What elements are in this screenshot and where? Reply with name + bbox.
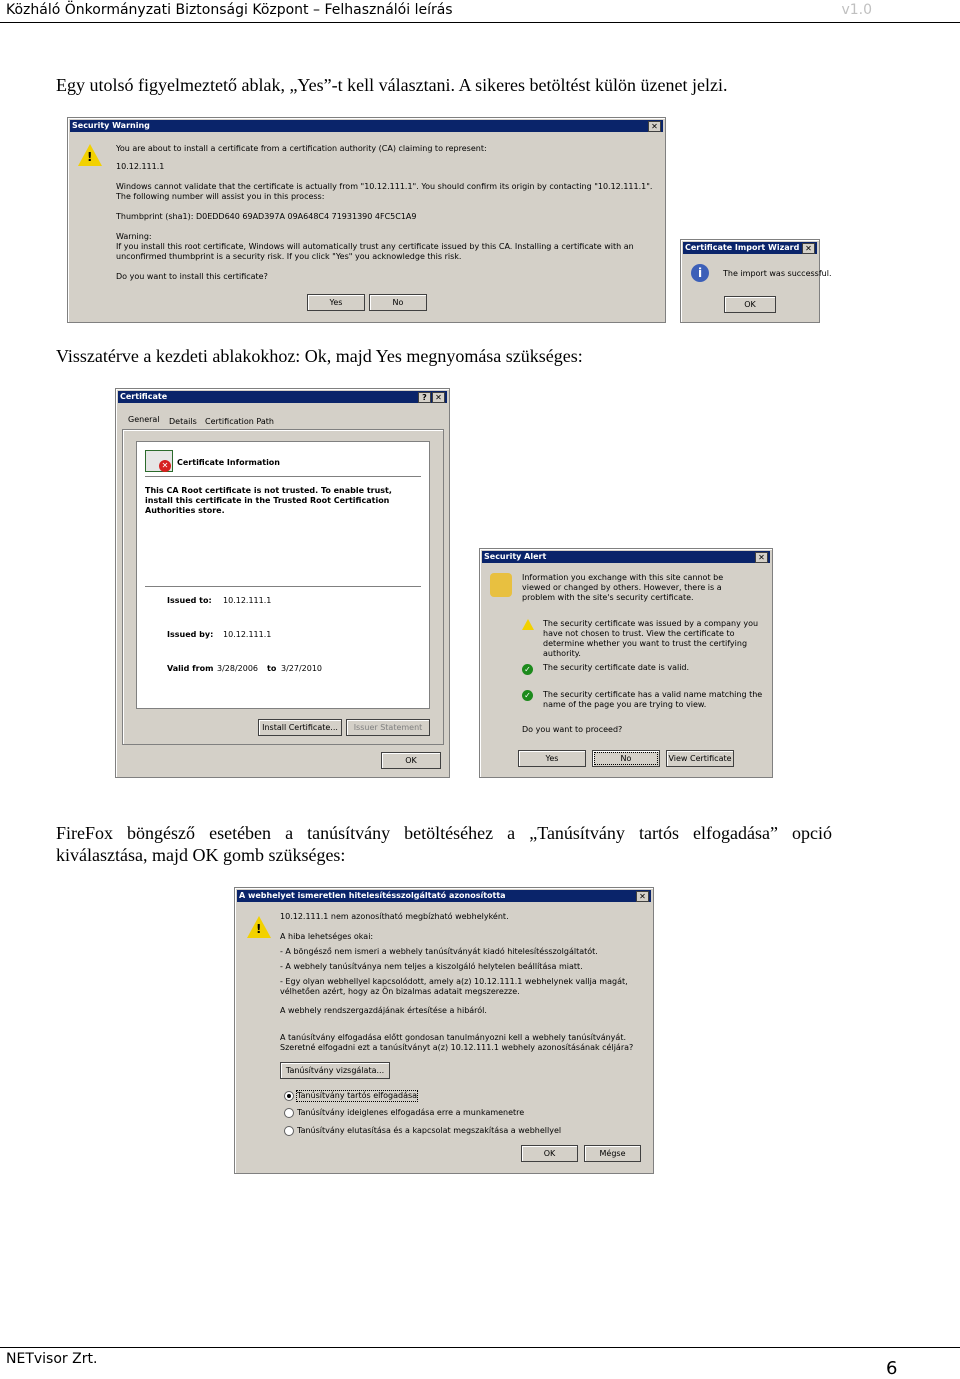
dialog-title: Security Alert: [484, 552, 547, 561]
ok-button[interactable]: OK: [381, 752, 441, 769]
issued-to-value: 10.12.111.1: [223, 596, 272, 605]
warning-icon: [522, 619, 534, 630]
radio-accept-temporarily[interactable]: [284, 1108, 294, 1118]
ff-line-7: A tanúsítvány elfogadása előtt gondosan tanulmányozni kell a webhely tanúsítványát. Szeretné elfogadni ezt a tanúsítványt a(z) 10.12.111.1 webhely azonosításának céljára?: [280, 1033, 634, 1052]
import-wizard-dialog: [680, 239, 832, 323]
divider: [145, 476, 421, 478]
tab-general[interactable]: General: [128, 415, 160, 424]
yes-button[interactable]: Yes: [307, 294, 365, 311]
ok-button[interactable]: OK: [521, 1145, 578, 1162]
no-button[interactable]: No: [369, 294, 427, 311]
dialog-title: A webhelyet ismeretlen hitelesítésszolgáltató azonosította: [239, 891, 506, 900]
ff-line-3: - A böngésző nem ismeri a webhely tanúsítványát kiadó hitelesítésszolgáltatót.: [280, 947, 598, 956]
certificate-dialog: [115, 388, 450, 778]
alert-question: Do you want to proceed?: [522, 725, 623, 734]
header-title: Közháló Önkormányzati Biztonsági Központ – Felhasználói leírás: [6, 2, 453, 18]
opt-accept-temporarily-label[interactable]: Tanúsítvány ideiglenes elfogadása erre a munkamenetre: [297, 1108, 525, 1117]
radio-accept-permanently[interactable]: [284, 1091, 294, 1101]
examine-certificate-button[interactable]: Tanúsítvány vizsgálata...: [280, 1062, 390, 1079]
import-wizard-titlebar: [683, 242, 817, 254]
certificate-titlebar: [118, 391, 447, 403]
security-warning-dialog: [67, 117, 666, 323]
security-warning-titlebar: [70, 120, 663, 132]
firefox-dialog-titlebar: [237, 890, 651, 902]
issued-to-label: Issued to:: [167, 596, 212, 605]
cancel-button[interactable]: Mégse: [584, 1145, 641, 1162]
alert-item-1: The security certificate was issued by a company you have not chosen to trust. View the certificate to determine whether you want to trust the certifying authority.: [543, 619, 759, 658]
warning-icon-mark: !: [87, 150, 93, 164]
ff-line-4: - A webhely tanúsítványa nem teljes a kiszolgáló helytelen beállítása miatt.: [280, 962, 583, 971]
dialog-title: Certificate: [120, 392, 168, 401]
alert-item-3: The security certificate has a valid name matching the name of the page you are trying to view.: [543, 690, 763, 709]
valid-to-value: 3/27/2010: [281, 664, 323, 673]
warning-line-1: You are about to install a certificate from a certification authority (CA) claiming to represent:: [116, 144, 487, 153]
ff-line-1: 10.12.111.1 nem azonosítható megbízható webhelyként.: [280, 912, 509, 921]
help-icon[interactable]: ?: [418, 392, 431, 403]
lock-icon: [490, 573, 512, 597]
yes-button[interactable]: Yes: [518, 750, 586, 767]
valid-to-label: to: [267, 664, 277, 673]
warning-line-6: If you install this root certificate, Windows will automatically trust any certificate issued by this CA. Installing a certificate with an unconfirmed thumbprint is a security risk. If you click "Yes" you acknowledge this risk.: [116, 242, 634, 261]
cert-info-panel: [136, 441, 430, 709]
ok-button[interactable]: OK: [724, 296, 776, 313]
warning-line-2: 10.12.111.1: [116, 162, 165, 171]
view-certificate-button[interactable]: View Certificate: [666, 750, 734, 767]
dialog-title: Security Warning: [72, 121, 150, 130]
cert-info-heading: Certificate Information: [177, 458, 280, 467]
header-version: v1.0: [841, 2, 872, 18]
alert-item-2: The security certificate date is valid.: [543, 663, 690, 672]
check-icon: ✓: [522, 690, 533, 701]
opt-reject-label[interactable]: Tanúsítvány elutasítása és a kapcsolat megszakítása a webhellyel: [297, 1126, 562, 1135]
warning-line-3: Windows cannot validate that the certificate is actually from "10.12.111.1". You should confirm its origin by contacting "10.12.111.1". The following number will assist you in this process:: [116, 182, 653, 201]
valid-from-value: 3/28/2006: [217, 664, 259, 673]
tab-certification-path[interactable]: Certification Path: [205, 417, 274, 426]
footer-company: NETvisor Zrt.: [6, 1351, 98, 1367]
radio-selected-dot: [287, 1094, 291, 1098]
install-certificate-button[interactable]: Install Certificate...: [258, 719, 342, 736]
check-icon: ✓: [522, 664, 533, 675]
info-icon: i: [691, 264, 709, 282]
close-icon[interactable]: ✕: [802, 243, 815, 254]
close-icon[interactable]: ✕: [755, 552, 768, 563]
tab-details[interactable]: Details: [169, 417, 197, 426]
issued-by-label: Issued by:: [167, 630, 214, 639]
valid-from-label: Valid from: [167, 664, 214, 673]
ff-line-6: A webhely rendszergazdájának értesítése a hibáról.: [280, 1006, 487, 1015]
security-alert-titlebar: [482, 551, 770, 563]
warning-icon-mark: !: [256, 922, 262, 936]
dialog-title: Certificate Import Wizard: [685, 243, 800, 252]
warning-line-5: Warning:: [116, 232, 152, 241]
close-icon[interactable]: ✕: [636, 891, 649, 902]
import-message: The import was successful.: [723, 269, 832, 278]
warning-line-7: Do you want to install this certificate?: [116, 272, 268, 281]
issued-by-value: 10.12.111.1: [223, 630, 272, 639]
paragraph-1: Egy utolsó figyelmeztető ablak, „Yes”-t kell választani. A sikeres betöltést külön üzenet jelzi.: [56, 75, 728, 95]
ff-line-5: - Egy olyan webhellyel kapcsolódott, amely a(z) 10.12.111.1 webhelynek vallja magát, vélhetően azért, hogy az Ön bizalmas adatait megszerezze.: [280, 977, 628, 996]
opt-accept-permanently-label[interactable]: Tanúsítvány tartós elfogadása: [297, 1091, 418, 1100]
close-icon[interactable]: ✕: [648, 121, 661, 132]
radio-reject[interactable]: [284, 1126, 294, 1136]
no-button[interactable]: No: [592, 750, 660, 767]
issuer-statement-button: Issuer Statement: [346, 719, 430, 736]
footer-rule: [0, 1347, 960, 1348]
alert-intro: Information you exchange with this site cannot be viewed or changed by others. However, there is a problem with the site's security certificate.: [522, 573, 724, 602]
warning-line-4: Thumbprint (sha1): D0EDD640 69AD397A 09A648C4 71931390 4FC5C1A9: [116, 212, 417, 221]
cert-not-trusted: This CA Root certificate is not trusted. To enable trust, install this certificate in the Trusted Root Certification Authorities store.: [145, 486, 392, 515]
paragraph-3-line-2: kiválasztása, majd OK gomb szükséges:: [56, 845, 346, 865]
security-alert-dialog: [479, 548, 773, 778]
paragraph-2: Visszatérve a kezdeti ablakokhoz: Ok, majd Yes megnyomása szükséges:: [56, 346, 583, 366]
ff-line-2: A hiba lehetséges okai:: [280, 932, 374, 941]
divider: [145, 586, 421, 588]
error-icon: ✕: [159, 460, 171, 472]
close-icon[interactable]: ✕: [432, 392, 445, 403]
paragraph-3-line-1: FireFox böngésző esetében a tanúsítvány betöltéséhez a „Tanúsítvány tartós elfogadása” opció: [56, 823, 832, 843]
page-number: 6: [886, 1358, 898, 1379]
firefox-cert-dialog: [234, 887, 654, 1174]
